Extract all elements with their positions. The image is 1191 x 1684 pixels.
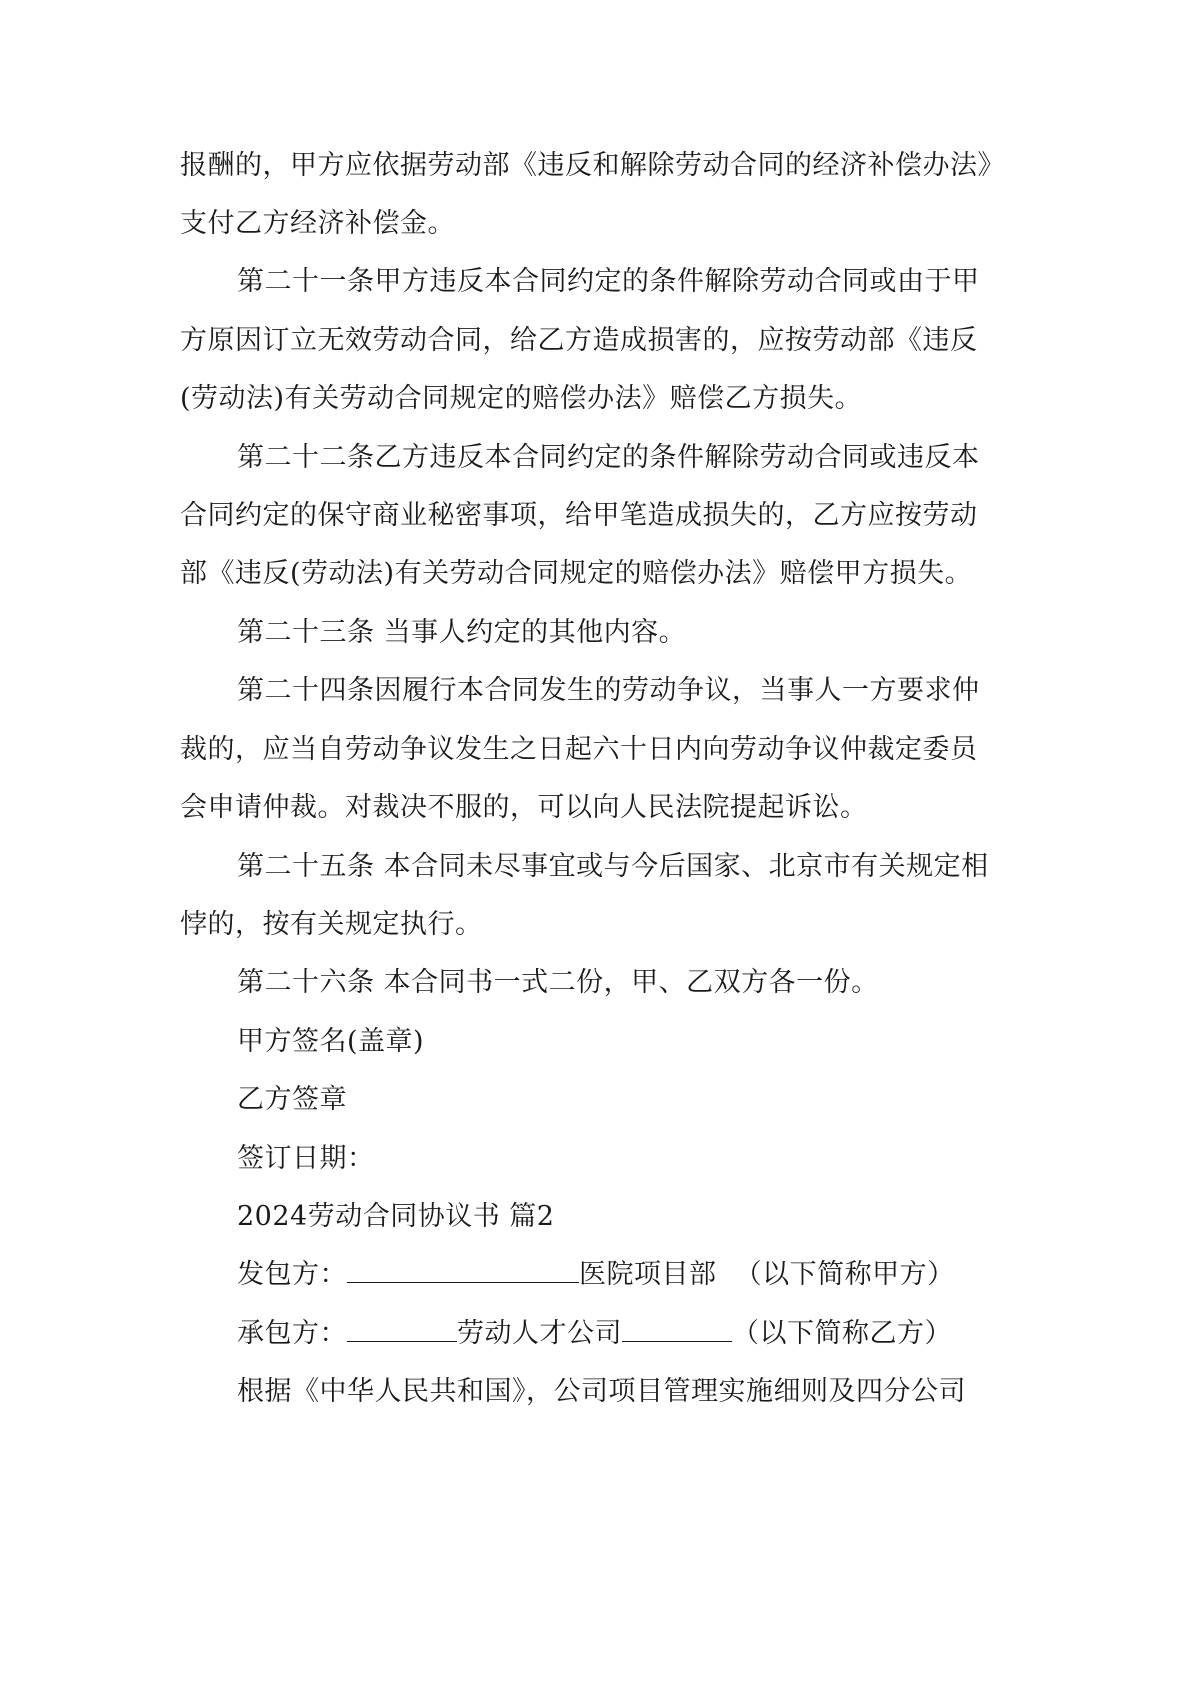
subcontractor-blank-after — [622, 1317, 732, 1342]
paragraph-line: 第二十二条乙方违反本合同约定的条件解除劳动合同或违反本 — [237, 442, 980, 473]
contractor-label: 发包方： — [237, 1259, 347, 1290]
paragraph-line: 方原因订立无效劳动合同，给乙方造成损害的，应按劳动部《违反 — [180, 325, 978, 356]
subcontractor-blank-before — [347, 1317, 457, 1342]
paragraph-line: 报酬的，甲方应依据劳动部《违反和解除劳动合同的经济补偿办法》 — [180, 150, 1005, 181]
signature-party-b: 乙方签章 — [237, 1084, 347, 1115]
paragraph-line: 支付乙方经济补偿金。 — [180, 208, 455, 239]
paragraph-line: 悖的，按有关规定执行。 — [180, 909, 483, 940]
subcontractor-line — [237, 1311, 952, 1350]
paragraph-line: 第二十六条 本合同书一式二份，甲、乙双方各一份。 — [237, 967, 879, 998]
paragraph-line: (劳动法)有关劳动合同规定的赔偿办法》赔偿乙方损失。 — [180, 383, 863, 414]
paragraph-line: 第二十三条 当事人约定的其他内容。 — [237, 617, 687, 648]
contractor-note: （以下简称甲方） — [734, 1259, 955, 1290]
contractor-blank — [347, 1258, 579, 1283]
paragraph-line: 第二十四条因履行本合同发生的劳动争议，当事人一方要求仲 — [237, 675, 980, 706]
paragraph-line: 会申请仲裁。对裁决不服的，可以向人民法院提起诉讼。 — [180, 792, 868, 823]
paragraph-line: 第二十一条甲方违反本合同约定的条件解除劳动合同或由于甲 — [237, 266, 980, 297]
contractor-name: 医院项目部 — [579, 1259, 717, 1290]
signature-party-a: 甲方签名(盖章) — [237, 1026, 425, 1057]
paragraph-line: 根据《中华人民共和国》，公司项目管理实施细则及四分公司 — [237, 1376, 966, 1407]
contractor-line — [237, 1252, 955, 1291]
paragraph-line: 第二十五条 本合同未尽事宜或与今后国家、北京市有关规定相 — [237, 851, 989, 882]
subcontractor-note: （以下简称乙方） — [732, 1318, 952, 1349]
paragraph-line: 合同约定的保守商业秘密事项，给甲笔造成损失的，乙方应按劳动 — [180, 500, 978, 531]
paragraph-line: 部《违反(劳动法)有关劳动合同规定的赔偿办法》赔偿甲方损失。 — [180, 558, 973, 589]
subcontractor-label: 承包方： — [237, 1318, 347, 1349]
signing-date: 签订日期： — [237, 1143, 375, 1174]
paragraph-line: 裁的，应当自劳动争议发生之日起六十日内向劳动争议仲裁定委员 — [180, 734, 978, 765]
section-title: 2024劳动合同协议书 篇2 — [237, 1201, 555, 1232]
subcontractor-name: 劳动人才公司 — [457, 1318, 622, 1349]
